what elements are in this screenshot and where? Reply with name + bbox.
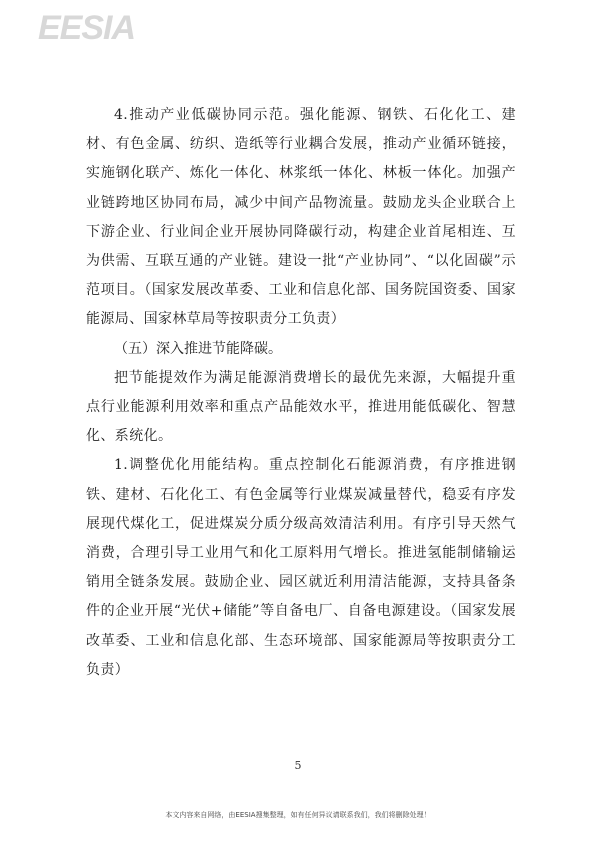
document-body (86, 101, 516, 685)
paragraph-industry-synergy: 4.推动产业低碳协同示范。强化能源、钢铁、石化化工、建材、有色金属、纺织、造纸等行业耦合发展，推动产业循环链接，实施钢化联产、炼化一体化、林浆纸一体化、林板一体化。加强产业链跨地区协同布局，减少中间产品物流量。鼓励龙头企业联合上下游企业、行业间企业开展协同降碳行动，构建企业首尾相连、互为供需、互联互通的产业链。建设一批“产业协同”、“以化固碳”示范项目。（国家发展改革委、工业和信息化部、国务院国资委、国家能源局、国家林草局等按职责分工负责） (86, 107, 516, 328)
page-number: 5 (294, 759, 302, 772)
eesia-logo: EESIA (38, 9, 136, 47)
paragraph-energy-structure: 1.调整优化用能结构。重点控制化石能源消费，有序推进钢铁、建材、石化化工、有色金属等行业煤炭减量替代，稳妥有序发展现代煤化工，促进煤炭分质分级高效清洁利用。有序引导天然气消费，合理引导工业用气和化工原料用气增长。推进氢能制储输运销用全链条发展。鼓励企业、园区就近利用清洁能源，支持具备条件的企业开展“光伏+储能”等自备电厂、自备电源建设。（国家发展改革委、工业和信息化部、生态环境部、国家能源局等按职责分工负责） (86, 457, 516, 678)
paragraph-energy-efficiency: 把节能提效作为满足能源消费增长的最优先来源，大幅提升重点行业能源利用效率和重点产品能效水平，推进用能低碳化、智慧化、系统化。 (86, 369, 516, 445)
section-heading-energy-saving: （五）深入推进节能降碳。 (114, 340, 282, 357)
footer-disclaimer: 本文内容来自网络，由EESIA搜集整理，如有任何异议请联系我们，我们将删除处理！ (165, 811, 431, 819)
